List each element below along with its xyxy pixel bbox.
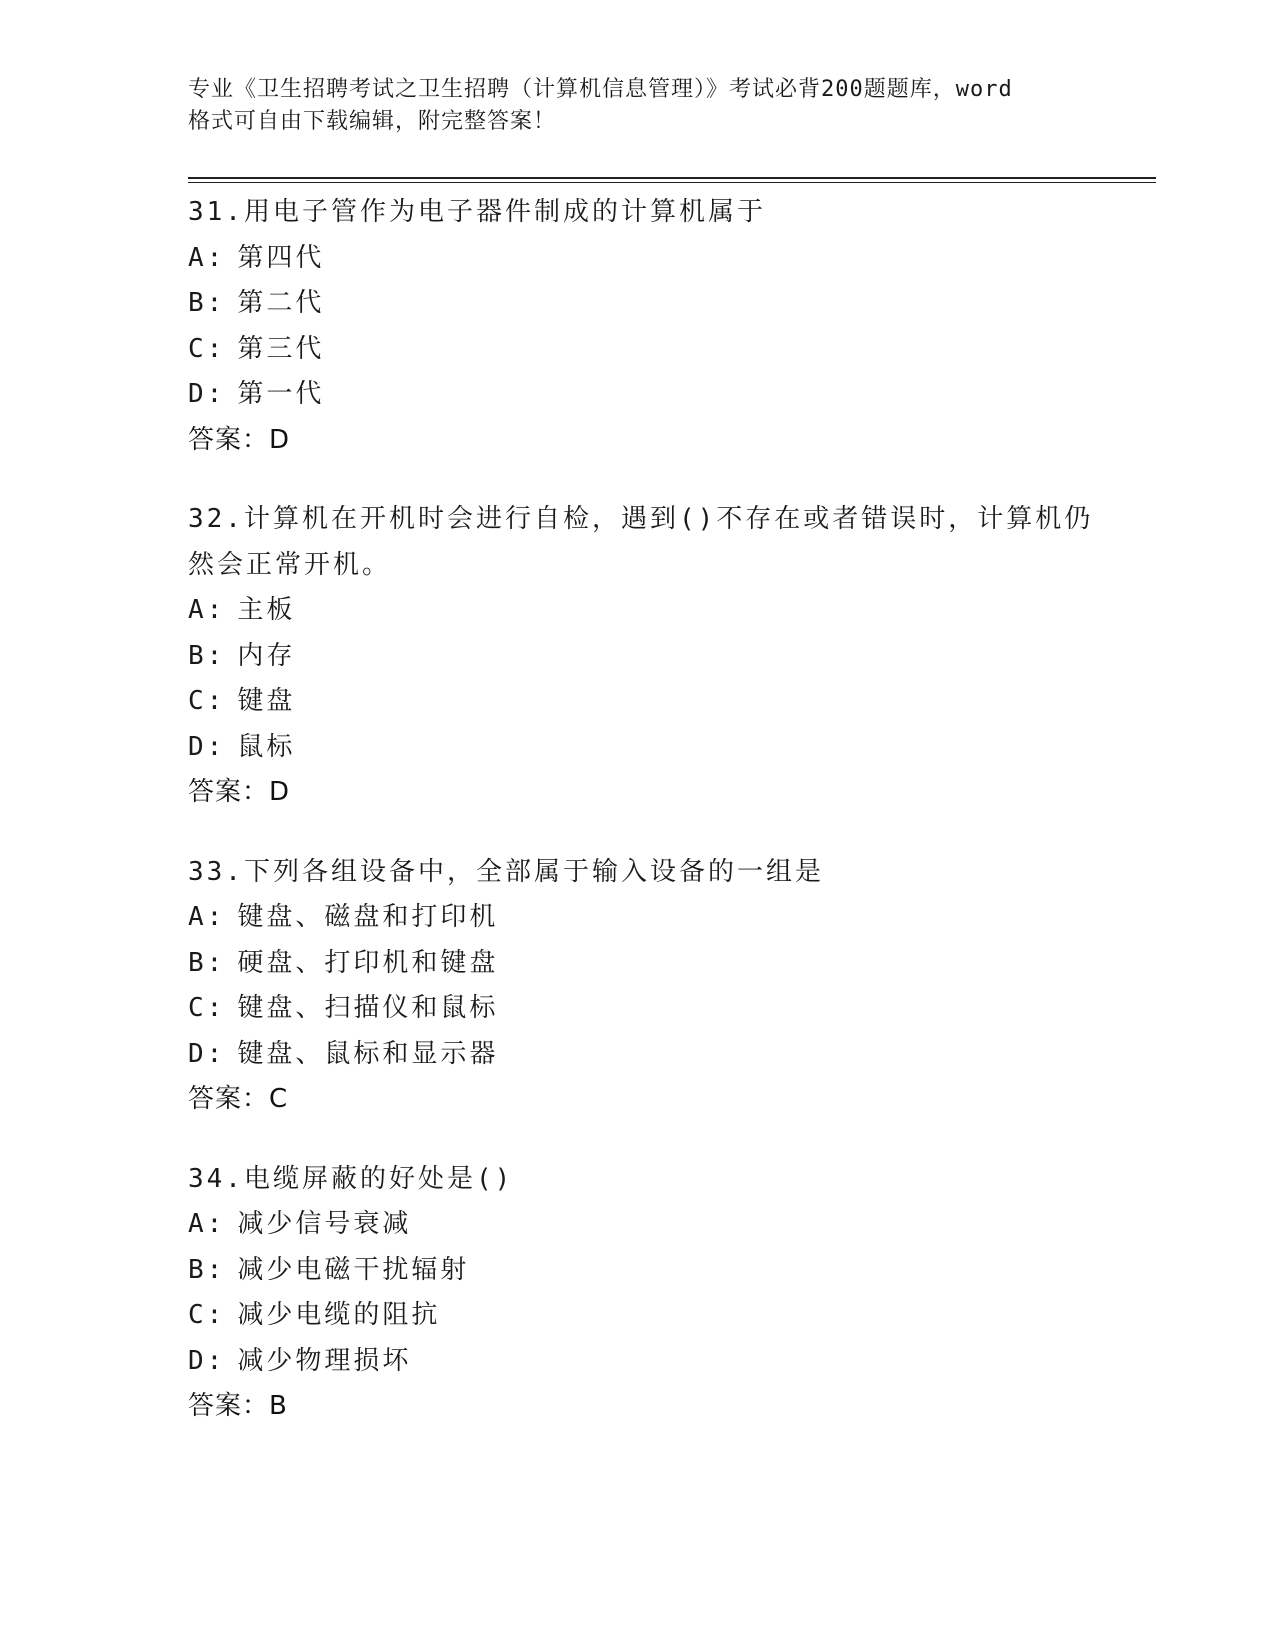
question-list (188, 190, 1094, 1464)
option-text: 键盘、扫描仪和鼠标 (237, 993, 499, 1023)
option-letter: D (188, 1345, 207, 1376)
option-letter: D (188, 1038, 207, 1069)
option-text: 减少电缆的阻抗 (237, 1300, 441, 1330)
option-letter: B (188, 640, 207, 671)
answer-line (188, 1384, 1088, 1430)
option-separator: : (206, 242, 226, 273)
question-34 (188, 1157, 1088, 1430)
intro-line-1: 专业《卫生招聘考试之卫生招聘（计算机信息管理）》考试必背200题题库，word (188, 77, 1013, 102)
option-separator: : (206, 379, 226, 409)
answer-value: C (269, 1084, 289, 1114)
option-text: 减少物理损坏 (237, 1345, 412, 1376)
option-a (188, 1202, 1088, 1248)
option-text: 硬盘、打印机和键盘 (237, 947, 499, 978)
question-stem: 31.用电子管作为电子器件制成的计算机属于 (188, 197, 766, 227)
question-stem: 33.下列各组设备中，全部属于输入设备的一组是 (188, 856, 824, 887)
option-letter: D (188, 379, 207, 409)
option-separator: : (206, 1209, 226, 1239)
option-b (188, 634, 1088, 680)
option-text: 第一代 (237, 379, 325, 409)
option-text: 减少信号衰减 (237, 1209, 412, 1239)
option-a (188, 236, 1088, 282)
option-separator: : (206, 1038, 226, 1069)
option-separator: : (206, 902, 226, 932)
document-intro (188, 74, 1088, 138)
option-d (188, 725, 1088, 771)
option-text: 第二代 (237, 288, 325, 318)
option-text: 键盘、磁盘和打印机 (237, 902, 499, 932)
option-letter: A (188, 902, 207, 932)
option-separator: : (206, 686, 226, 716)
header-divider-thick (188, 177, 1156, 179)
option-d (188, 1032, 1088, 1078)
option-c (188, 986, 1088, 1032)
option-separator: : (206, 731, 226, 762)
answer-line (188, 418, 1088, 464)
question-33 (188, 850, 1088, 1123)
option-letter: B (188, 288, 207, 318)
question-stem-continued: 然会正常开机。 (188, 549, 392, 580)
option-separator: : (206, 640, 226, 671)
option-separator: : (206, 1345, 226, 1376)
option-letter: B (188, 947, 207, 978)
option-text: 内存 (237, 640, 296, 671)
option-text: 鼠标 (237, 731, 296, 762)
answer-line (188, 1077, 1088, 1123)
option-separator: : (206, 595, 226, 625)
answer-value: B (269, 1391, 288, 1421)
option-text: 键盘、鼠标和显示器 (237, 1038, 499, 1069)
intro-line-2: 格式可自由下载编辑，附完整答案！ (188, 109, 557, 134)
option-letter: A (188, 595, 207, 625)
option-b (188, 281, 1088, 327)
question-31 (188, 190, 1088, 463)
option-text: 键盘 (237, 686, 296, 716)
question-stem: 32.计算机在开机时会进行自检，遇到()不存在或者错误时，计算机仍 (188, 504, 1094, 534)
answer-line (188, 770, 1088, 816)
answer-value: D (269, 424, 291, 455)
answer-value: D (269, 777, 291, 807)
option-text: 主板 (237, 595, 296, 625)
option-separator: : (206, 1254, 226, 1285)
option-separator: : (206, 333, 226, 364)
option-d (188, 372, 1088, 418)
option-letter: C (188, 1300, 207, 1330)
option-letter: B (188, 1254, 207, 1285)
option-d (188, 1339, 1088, 1385)
answer-label: 答案： (188, 424, 270, 455)
option-letter: C (188, 686, 207, 716)
option-separator: : (206, 288, 226, 318)
question-stem: 34.电缆屏蔽的好处是() (188, 1163, 514, 1194)
question-32 (188, 497, 1094, 816)
option-b (188, 1248, 1088, 1294)
option-separator: : (206, 993, 226, 1023)
option-letter: D (188, 731, 207, 762)
option-c (188, 679, 1088, 725)
option-c (188, 327, 1088, 373)
option-a (188, 895, 1088, 941)
option-letter: A (188, 242, 207, 273)
option-separator: : (206, 1300, 226, 1330)
option-letter: C (188, 993, 207, 1023)
option-text: 第三代 (237, 333, 325, 364)
header-divider-thin (188, 182, 1156, 183)
option-c (188, 1293, 1088, 1339)
answer-label: 答案： (188, 777, 270, 807)
answer-label: 答案： (188, 1084, 270, 1114)
option-a (188, 588, 1088, 634)
option-b (188, 941, 1088, 987)
option-letter: A (188, 1209, 207, 1239)
option-text: 第四代 (237, 242, 325, 273)
option-text: 减少电磁干扰辐射 (237, 1254, 470, 1285)
answer-label: 答案： (188, 1391, 270, 1421)
option-separator: : (206, 947, 226, 978)
option-letter: C (188, 333, 207, 364)
